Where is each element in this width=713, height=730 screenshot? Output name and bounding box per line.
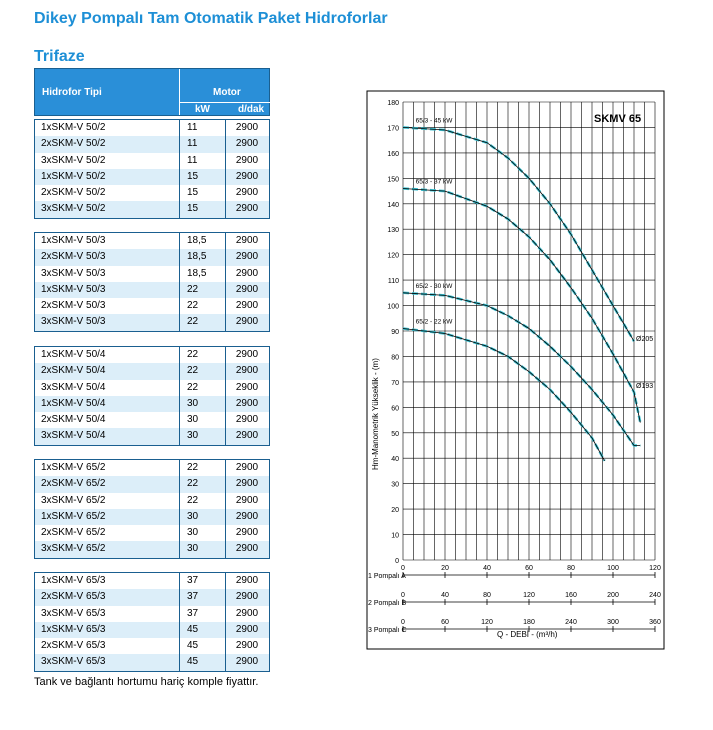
y-tick-label: 50 [391,430,399,438]
cell-rpm: 2900 [235,381,259,393]
cell-type: 1xSKM-V 50/4 [41,397,106,409]
y-tick-label: 110 [387,278,399,286]
x-tick-label: 80 [483,592,491,599]
impeller-label: Ø205 [636,336,654,343]
cell-kw: 18,5 [187,251,207,263]
cell-rpm: 2900 [235,251,259,263]
y-tick-label: 80 [391,354,399,362]
x-tick-label: 360 [649,619,661,626]
y-tick-label: 100 [387,303,399,311]
cell-rpm: 2900 [235,462,259,473]
series-label: 65/2 - 30 kW [415,282,453,290]
cell-kw: 45 [187,656,199,668]
cell-kw: 22 [187,349,199,360]
cell-type: 2xSKM-V 65/3 [41,640,106,652]
cell-type: 3xSKM-V 50/3 [41,316,106,328]
cell-kw: 11 [187,138,198,150]
chart-frame [367,91,664,649]
cell-rpm: 2900 [235,349,259,360]
pump-curve [403,329,605,461]
y-tick-label: 90 [391,329,399,336]
x-tick-label: 60 [441,619,449,626]
cell-rpm: 2900 [235,623,259,635]
x-tick-label: 300 [607,619,619,626]
cell-rpm: 2900 [235,607,259,619]
cell-rpm: 2900 [235,365,259,377]
y-tick-label: 180 [387,100,399,107]
cell-type: 3xSKM-V 50/4 [41,381,106,393]
cell-rpm: 2900 [235,203,259,215]
cell-kw: 22 [187,316,199,328]
cell-type: 3xSKM-V 65/2 [41,543,106,555]
cell-rpm: 2900 [235,543,259,555]
series-label: 65/3 - 37 kW [415,178,453,186]
chart-title: SKMV 65 [594,113,642,125]
cell-rpm: 2900 [235,430,259,442]
cell-kw: 30 [187,543,199,555]
cell-kw: 22 [187,365,199,377]
x-tick-label: 160 [565,592,577,599]
page-title: Dikey Pompalı Tam Otomatik Paket Hidroforlar [34,10,388,27]
y-tick-label: 170 [387,125,399,133]
y-tick-label: 0 [395,558,399,565]
cell-type: 3xSKM-V 50/4 [41,430,106,442]
cell-type: 3xSKM-V 65/3 [41,607,106,619]
cell-rpm: 2900 [235,640,259,652]
cell-type: 2xSKM-V 50/2 [41,138,106,150]
x-tick-label: 240 [649,592,661,599]
cell-rpm: 2900 [235,510,259,522]
cell-kw: 45 [187,623,199,635]
x-tick-label: 120 [523,592,535,599]
cell-rpm: 2900 [235,591,259,603]
footnote: Tank ve bağlantı hortumu hariç komple fiyattır. [34,676,259,688]
header-kw: kW [195,104,210,115]
cell-rpm: 2900 [235,397,259,409]
cell-type: 2xSKM-V 50/3 [41,251,106,263]
x-tick-label: 120 [649,565,661,572]
cell-type: 3xSKM-V 50/3 [41,267,106,279]
x-axis-name: 2 Pompalı B [368,600,407,607]
cell-kw: 11 [187,154,198,166]
x-axis-name: 3 Pompalı C [368,627,407,634]
cell-rpm: 2900 [235,656,259,668]
cell-type: 2xSKM-V 50/2 [41,187,106,199]
cell-type: 2xSKM-V 65/2 [41,527,106,539]
curves [403,127,640,460]
series-label: 65/3 - 45 kW [415,117,453,125]
cell-type: 2xSKM-V 50/4 [41,365,106,377]
cell-kw: 15 [187,203,199,215]
y-tick-label: 10 [391,532,399,540]
x-tick-label: 20 [441,565,449,572]
cell-type: 3xSKM-V 65/2 [41,494,106,506]
x-tick-label: 100 [607,565,619,572]
x-tick-label: 40 [483,565,491,572]
cell-type: 2xSKM-V 65/2 [41,478,106,490]
y-tick-label: 20 [391,507,399,515]
cell-type: 1xSKM-V 50/2 [41,170,106,182]
cell-rpm: 2900 [235,170,259,182]
x-axis-name: 1 Pompalı A [368,573,406,580]
y-tick-label: 130 [387,227,399,235]
cell-type: 2xSKM-V 50/3 [41,300,106,312]
y-tick-label: 120 [387,252,399,260]
cell-rpm: 2900 [235,414,259,426]
header-type: Hidrofor Tipi [42,87,102,98]
cell-type: 2xSKM-V 50/4 [41,414,106,426]
series-label: 65/2 - 22 kW [415,318,453,326]
cell-kw: 37 [187,575,199,586]
cell-kw: 30 [187,430,199,442]
cell-rpm: 2900 [235,122,259,133]
header-rpm: d/dak [238,104,265,115]
cell-rpm: 2900 [235,300,259,312]
pump-curve-line [403,329,605,461]
y-tick-label: 40 [391,456,399,464]
cell-rpm: 2900 [235,138,259,150]
cell-rpm: 2900 [235,575,259,586]
cell-kw: 15 [187,170,199,182]
y-tick-label: 30 [391,481,399,489]
cell-rpm: 2900 [235,235,259,246]
cell-kw: 22 [187,283,199,295]
cell-type: 1xSKM-V 50/3 [41,283,106,295]
page-subtitle: Trifaze [34,48,85,65]
cell-type: 1xSKM-V 50/2 [41,122,106,133]
x-tick-label: 40 [441,592,449,599]
x-tick-label: 240 [565,619,577,626]
x-axis-label: Q - DEBİ - (m³/h) [497,630,558,639]
chart-labels [368,100,661,634]
y-tick-label: 70 [391,379,399,387]
x-tick-label: 0 [401,592,405,599]
x-tick-label: 0 [401,619,405,626]
cell-kw: 22 [187,462,199,473]
cell-rpm: 2900 [235,527,259,539]
x-tick-label: 80 [567,565,575,572]
header-motor: Motor [213,87,241,98]
cell-kw: 22 [187,381,199,393]
cell-type: 1xSKM-V 65/3 [41,623,106,635]
cell-rpm: 2900 [235,154,259,166]
pump-curve [403,293,640,446]
cell-kw: 18,5 [187,267,207,279]
cell-kw: 22 [187,478,199,490]
cell-type: 2xSKM-V 65/3 [41,591,106,603]
cell-kw: 18,5 [187,235,207,246]
cell-kw: 37 [187,607,199,619]
cell-kw: 45 [187,640,199,652]
cell-rpm: 2900 [235,478,259,490]
cell-kw: 30 [187,414,199,426]
cell-kw: 11 [187,122,198,133]
cell-rpm: 2900 [235,187,259,199]
y-tick-label: 60 [391,405,399,413]
cell-kw: 30 [187,397,199,409]
cell-kw: 30 [187,510,199,522]
cell-kw: 15 [187,187,199,199]
cell-type: 3xSKM-V 65/3 [41,656,106,668]
x-tick-label: 60 [525,565,533,572]
x-tick-label: 120 [481,619,493,626]
cell-type: 1xSKM-V 50/3 [41,235,106,246]
cell-kw: 30 [187,527,199,539]
impeller-label: Ø193 [636,383,654,390]
cell-rpm: 2900 [235,267,259,279]
cell-type: 1xSKM-V 65/2 [41,510,106,522]
cell-rpm: 2900 [235,316,259,328]
x-tick-label: 180 [523,619,535,626]
cell-kw: 22 [187,300,199,312]
cell-kw: 37 [187,591,199,603]
x-tick-label: 0 [401,565,405,572]
cell-rpm: 2900 [235,494,259,506]
cell-type: 1xSKM-V 65/2 [41,462,106,473]
cell-type: 1xSKM-V 50/4 [41,349,106,360]
y-tick-label: 140 [387,201,399,209]
cell-type: 3xSKM-V 50/2 [41,154,106,166]
cell-type: 1xSKM-V 65/3 [41,575,106,586]
y-tick-label: 160 [387,150,399,158]
cell-kw: 22 [187,494,199,506]
y-tick-label: 150 [387,176,399,184]
pump-curve-line [403,293,640,446]
y-axis-label: Hm-Manometrik Yükseklik - (m) [371,358,380,470]
cell-type: 3xSKM-V 50/2 [41,203,106,215]
x-tick-label: 200 [607,592,619,599]
cell-rpm: 2900 [235,283,259,295]
